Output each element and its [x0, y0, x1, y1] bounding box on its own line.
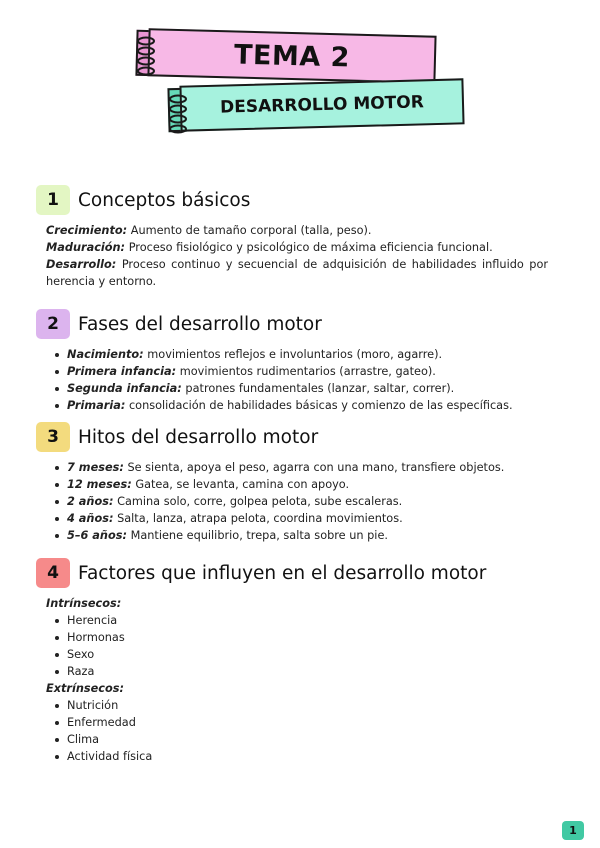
section-number-badge: 3 [36, 422, 70, 452]
item-text: consolidación de habilidades básicas y comienzo de las específicas. [128, 399, 513, 412]
section-4-heading [36, 558, 486, 588]
document-subtitle: DESARROLLO MOTOR [219, 92, 425, 118]
item-term: 12 meses: [67, 478, 132, 491]
item-text: Se sienta, apoya el peso, agarra con una mano, transfiere objetos. [127, 461, 505, 474]
section-title: Fases del desarrollo motor [78, 313, 322, 335]
item-term: 7 meses: [67, 461, 124, 474]
section-title: Factores que influyen en el desarrollo motor [78, 562, 487, 584]
definition [46, 256, 548, 290]
section-2-heading [36, 309, 322, 339]
group-label: Intrínsecos: [46, 597, 122, 610]
section-number-badge: 1 [36, 185, 70, 215]
item-text: Camina solo, corre, golpea pelota, sube escaleras. [117, 495, 403, 508]
spiral-binding-icon [166, 94, 190, 134]
section-1-heading [36, 185, 250, 215]
list-item [46, 527, 548, 544]
intrinsic-factor-list [46, 612, 548, 680]
title-banner [147, 28, 436, 84]
section-number-badge: 4 [36, 558, 70, 588]
list-item: Herencia [46, 612, 548, 629]
phase-list [46, 346, 548, 414]
section-4-content [46, 595, 548, 765]
section-number-badge: 2 [36, 309, 70, 339]
item-text: Gatea, se levanta, camina con apoyo. [135, 478, 350, 491]
list-item: Hormonas [46, 629, 548, 646]
extrinsic-factor-list [46, 697, 548, 765]
section-title: Conceptos básicos [78, 189, 251, 211]
definition-term: Maduración: [46, 241, 126, 254]
document-title: TEMA 2 [233, 38, 351, 74]
definition-text: Proceso fisiológico y psicológico de máxima eficiencia funcional. [128, 241, 493, 254]
list-item [46, 346, 548, 363]
list-item: Raza [46, 663, 548, 680]
list-item: Clima [46, 731, 548, 748]
spiral-binding-icon [134, 36, 158, 76]
item-text: Mantiene equilibrio, trepa, salta sobre un pie. [130, 529, 388, 542]
definition [46, 239, 548, 256]
subtitle-banner [179, 78, 464, 131]
item-text: movimientos rudimentarios (arrastre, gateo). [179, 365, 436, 378]
section-3-content [46, 459, 548, 544]
item-term: 4 años: [67, 512, 114, 525]
list-item [46, 493, 548, 510]
list-item: Nutrición [46, 697, 548, 714]
section-2-content [46, 346, 548, 414]
definition-text: Proceso continuo y secuencial de adquisición de habilidades influido por herencia y entorno. [46, 258, 548, 288]
list-item [46, 476, 548, 493]
item-term: Segunda infancia: [67, 382, 182, 395]
list-item [46, 397, 548, 414]
item-text: patrones fundamentales (lanzar, saltar, correr). [185, 382, 455, 395]
definition-term: Crecimiento: [46, 224, 128, 237]
group-label: Extrínsecos: [46, 682, 124, 695]
milestone-list [46, 459, 548, 544]
definition-text: Aumento de tamaño corporal (talla, peso). [130, 224, 372, 237]
item-text: Salta, lanza, atrapa pelota, coordina movimientos. [117, 512, 403, 525]
item-term: 5–6 años: [67, 529, 127, 542]
list-item [46, 363, 548, 380]
section-1-content [46, 222, 548, 290]
item-term: Nacimiento: [67, 348, 144, 361]
list-item: Sexo [46, 646, 548, 663]
item-term: 2 años: [67, 495, 114, 508]
list-item: Enfermedad [46, 714, 548, 731]
section-title: Hitos del desarrollo motor [78, 426, 319, 448]
definition-term: Desarrollo: [46, 258, 117, 271]
list-item [46, 459, 548, 476]
item-term: Primaria: [67, 399, 126, 412]
page-number: 1 [562, 821, 584, 840]
item-text: movimientos reflejos e involuntarios (moro, agarre). [147, 348, 443, 361]
definition [46, 222, 548, 239]
item-term: Primera infancia: [67, 365, 177, 378]
section-3-heading [36, 422, 318, 452]
list-item: Actividad física [46, 748, 548, 765]
list-item [46, 510, 548, 527]
list-item [46, 380, 548, 397]
